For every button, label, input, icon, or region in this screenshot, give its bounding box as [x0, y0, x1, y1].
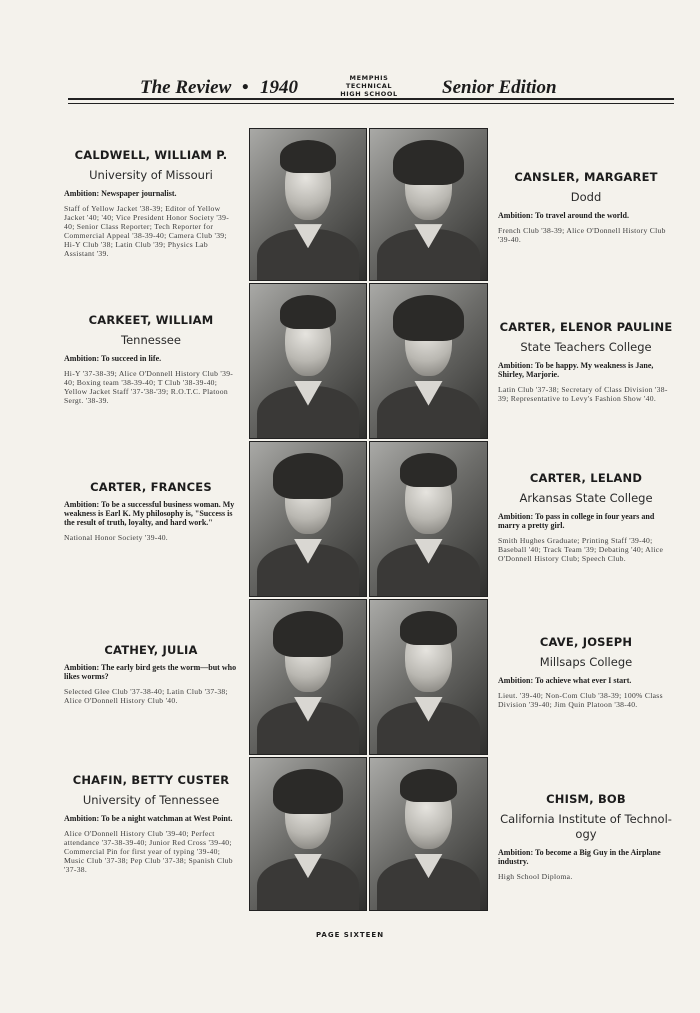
portrait-cathey [249, 599, 367, 755]
senior-ambition: Ambition: To be a successful business woman. My weakness is Earl K. My philosophy is, "Success is the result of truth, loyalty, and hard work." [64, 500, 235, 527]
senior-entry-cave [498, 635, 674, 709]
portrait-carter-frances [249, 441, 367, 597]
senior-activities: Lieut. '39-40; Non-Com Club '38-39; 100% Class Division '39-40; Jim Quin Platoon '38-40. [498, 691, 663, 709]
senior-activities: Smith Hughes Graduate; Printing Staff '39-40; Baseball '40; Track Team '39; Debating '40; Alice O'Donnell History Club; Speech Club. [498, 536, 664, 563]
publication-title: The Review [140, 77, 232, 98]
senior-school: Tennessee [121, 333, 181, 347]
school-name [338, 74, 400, 98]
senior-name: CARTER, FRANCES [90, 480, 212, 494]
senior-name: CHAFIN, BETTY CUSTER [72, 773, 230, 787]
senior-name: CATHEY, JULIA [104, 643, 198, 657]
senior-activities: High School Diploma. [498, 872, 573, 881]
portrait-carter-leland [369, 441, 488, 597]
senior-entry-caldwell [64, 148, 238, 258]
senior-entry-cansler [498, 170, 674, 244]
senior-name: CARKEET, WILLIAM [88, 313, 214, 327]
senior-ambition: Ambition: To become a Big Guy in the Airplane industry. [498, 848, 661, 866]
portrait-carkeet [249, 283, 367, 439]
title-bullet: • [242, 77, 249, 98]
senior-entry-carter-elenor [498, 320, 674, 403]
portrait-caldwell [249, 128, 367, 281]
senior-entry-carkeet [64, 313, 238, 405]
senior-school: University of Missouri [89, 168, 213, 182]
senior-school: Millsaps College [539, 655, 633, 669]
header-rule [68, 98, 674, 104]
senior-name: CARTER, ELENOR PAULINE [499, 320, 673, 334]
senior-ambition: Ambition: To pass in college in four years and marry a pretty girl. [498, 512, 655, 530]
portrait-cansler [369, 128, 488, 281]
page-number: PAGE SIXTEEN [315, 931, 385, 939]
senior-school: University of Tennessee [82, 793, 220, 807]
senior-ambition: Ambition: To succeed in life. [64, 354, 162, 363]
senior-entry-carter-leland [498, 471, 674, 563]
senior-entry-cathey [64, 643, 238, 705]
senior-name: CALDWELL, WILLIAM P. [74, 148, 228, 162]
senior-school: California Institute of Technol-ogy [500, 812, 672, 841]
portrait-chafin [249, 757, 367, 911]
senior-activities: Staff of Yellow Jacket '38-39; Editor of Yellow Jacket '40; '40; Vice President Honor Society '39-40; Senior Class Reporter; Tech Reporter for Commercial Appeal '38-39-40; Camera Club '39; Hi-Y Club '38; Latin Club '39; Physics Lab Assistant '39. [64, 204, 230, 258]
senior-activities: National Honor Society '39-40. [64, 533, 169, 542]
senior-name: CANSLER, MARGARET [514, 170, 658, 184]
senior-name: CARTER, LELAND [529, 471, 643, 485]
portrait-carter-elenor [369, 283, 488, 439]
senior-ambition: Ambition: Newspaper journalist. [64, 189, 177, 198]
senior-school: State Teachers College [520, 340, 652, 354]
senior-entry-chafin [64, 773, 238, 874]
senior-activities: Latin Club '37-38; Secretary of Class Division '38-39; Representative to Levy's Fashion Show '40. [498, 385, 668, 403]
senior-entry-carter-frances [64, 480, 238, 542]
school-line-3: HIGH SCHOOL [340, 90, 398, 98]
publication-year: 1940 [260, 77, 298, 98]
senior-activities: Alice O'Donnell History Club '39-40; Perfect attendance '37-38-39-40; Junior Red Cross '39-40; Commercial Pin for first year of typing '39-40; Music Club '37-38; Pep Club '37-38; Spanish Club '37-38. [64, 829, 233, 874]
senior-name: CHISM, BOB [546, 792, 626, 806]
senior-activities: Selected Glee Club '37-38-40; Latin Club '37-38; Alice O'Donnell History Club '40. [64, 687, 228, 705]
senior-ambition: Ambition: The early bird gets the worm—but who likes worms? [64, 663, 237, 681]
school-line-2: TECHNICAL [345, 82, 393, 90]
portrait-cave [369, 599, 488, 755]
senior-activities: French Club '38-39; Alice O'Donnell History Club '39-40. [498, 226, 666, 244]
senior-name: CAVE, JOSEPH [539, 635, 633, 649]
school-line-1: MEMPHIS [349, 74, 389, 82]
senior-ambition: Ambition: To be a night watchman at West Point. [64, 814, 233, 823]
senior-school: Dodd [570, 190, 602, 204]
senior-activities: Hi-Y '37-38-39; Alice O'Donnell History Club '39-40; Boxing team '38-39-40; T Club '38-39-40; Yellow Jacket Staff '37-'38-'39; R.O.T.C. Platoon Sergt. '38-39. [64, 369, 234, 405]
senior-ambition: Ambition: To be happy. My weakness is Jane, Shirley, Marjorie. [498, 361, 654, 379]
senior-school: Arkansas State College [519, 491, 653, 505]
senior-entry-chism [498, 792, 674, 881]
senior-ambition: Ambition: To achieve what ever I start. [498, 676, 632, 685]
portrait-chism [369, 757, 488, 911]
edition-title: Senior Edition [442, 77, 557, 98]
senior-ambition: Ambition: To travel around the world. [498, 211, 629, 220]
